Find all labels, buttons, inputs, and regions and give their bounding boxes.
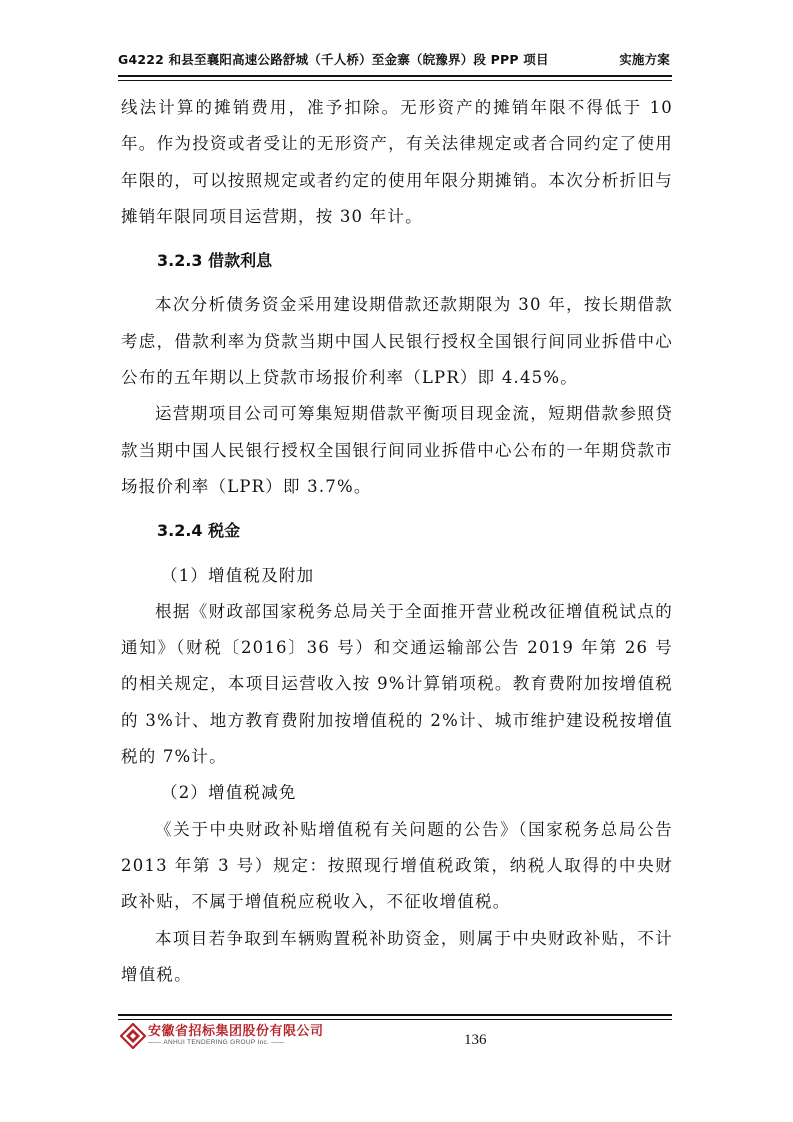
company-logo-icon	[120, 1023, 146, 1049]
page-content	[121, 90, 673, 993]
company-name-cn: 安徽省招标集团股份有限公司	[148, 1024, 324, 1040]
paragraph-loan-rate: 本次分析债务资金采用建设期借款还款期限为 30 年，按长期借款考虑，借款利率为贷款当期中国人民银行授权全国银行间同业拆借中心公布的五年期以上贷款市场报价利率（LPR）即 4.45%。	[121, 295, 673, 388]
page-number: 136	[464, 1032, 487, 1048]
subheading-vat: （1）增值税及附加	[161, 565, 315, 585]
header-doc-type: 实施方案	[619, 52, 670, 67]
paragraph-subsidy-announcement: 《关于中央财政补贴增值税有关问题的公告》（国家税务总局公告 2013 年第 3 号）规定：按照现行增值税政策，纳税人取得的中央财政补贴，不属于增值税应税收入，不征收增值税。	[121, 819, 673, 912]
section-heading-3-2-4: 3.2.4 税金	[157, 521, 241, 541]
page-header	[118, 50, 670, 68]
header-title: G4222 和县至襄阳高速公路舒城（千人桥）至金寨（皖豫界）段 PPP 项目	[118, 52, 549, 67]
company-logo	[120, 1022, 324, 1050]
paragraph-purchase-tax-subsidy: 本项目若争取到车辆购置税补助资金，则属于中央财政补贴，不计增值税。	[121, 928, 673, 984]
paragraph-short-term-loan: 运营期项目公司可筹集短期借款平衡项目现金流，短期借款参照贷款当期中国人民银行授权全国银行间同业拆借中心公布的一年期贷款市场报价利率（LPR）即 3.7%。	[121, 404, 673, 496]
footer-rule-thick	[118, 1014, 672, 1016]
header-rule-thick	[118, 75, 672, 77]
paragraph-amortization: 线法计算的摊销费用，准予扣除。无形资产的摊销年限不得低于 10 年。作为投资或者受让的无形资产，有关法律规定或者合同约定了使用年限的，可以按照规定或者约定的使用年限分期摊销。本次分析折旧与摊销年限同项目运营期，按 30 年计。	[121, 98, 673, 226]
section-heading-3-2-3: 3.2.3 借款利息	[157, 251, 273, 271]
footer-rule-thin	[118, 1019, 672, 1020]
header-rule-thin	[118, 80, 672, 81]
company-name-en: —— ANHUI TENDERING GROUP Inc. ——	[148, 1039, 285, 1047]
subheading-vat-exemption: （2）增值税减免	[161, 783, 297, 803]
paragraph-vat-rules: 根据《财政部国家税务总局关于全面推开营业税改征增值税试点的通知》（财税〔2016〕36 号）和交通运输部公告 2019 年第 26 号的相关规定，本项目运营收入按 9%计算销项税。教育费附加按增值税的 3%计、地方教育费附加按增值税的 2%计、城市维护建设税按增值税的 7%计。	[121, 601, 673, 767]
